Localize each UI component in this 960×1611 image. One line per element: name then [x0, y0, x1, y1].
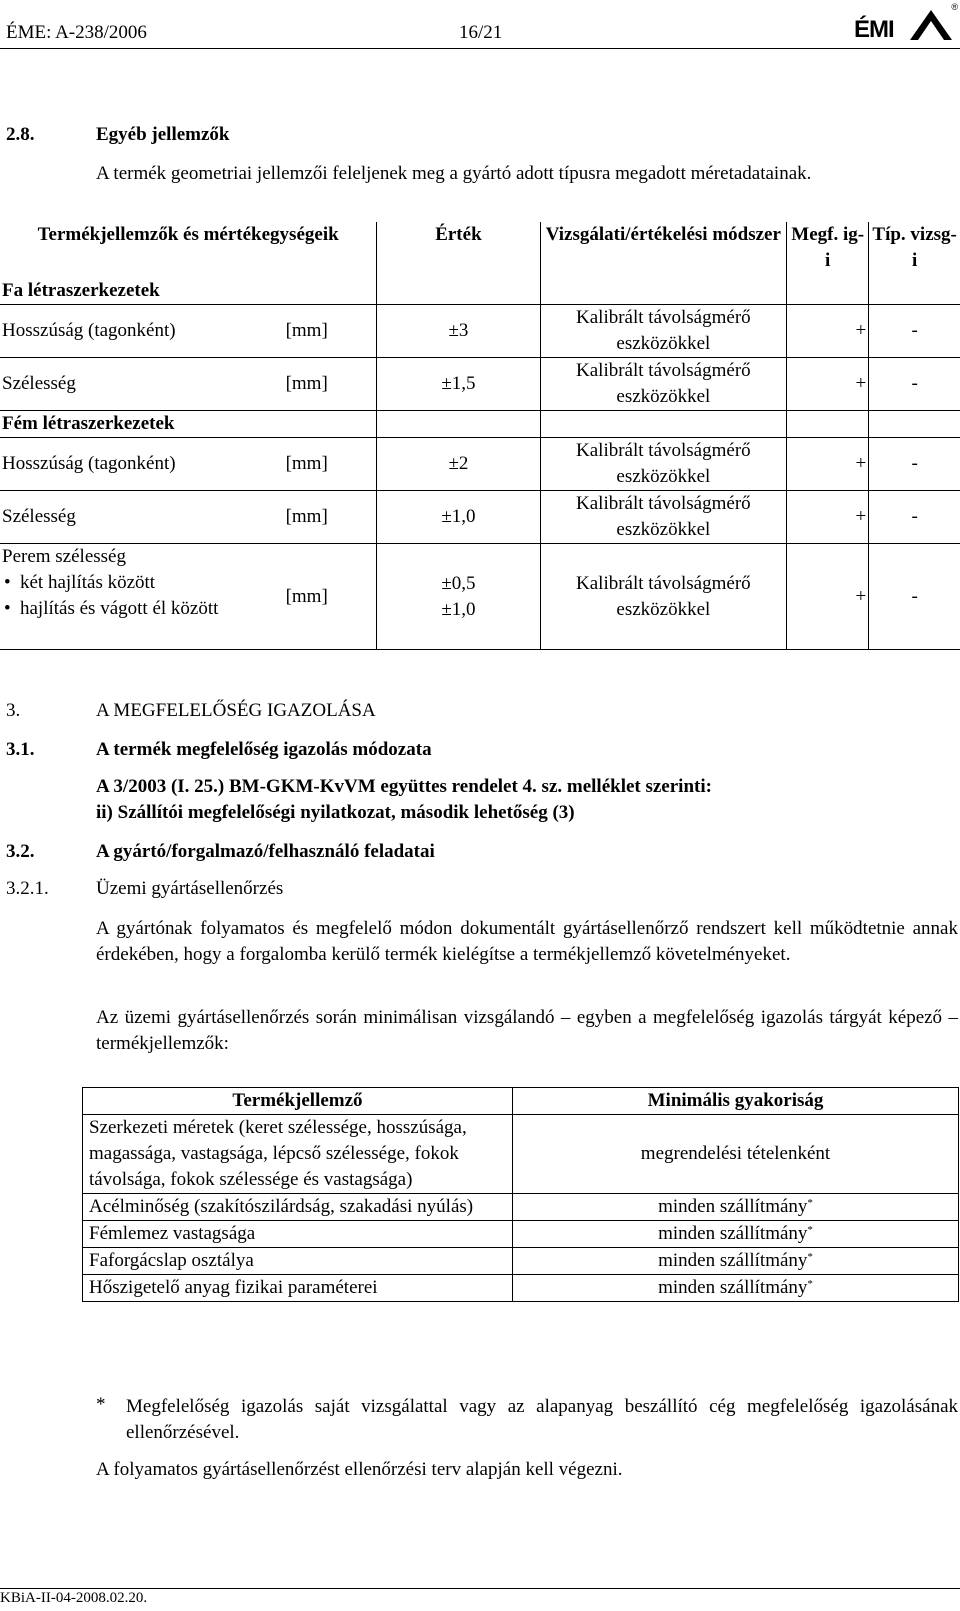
group-metal: Fém létraszerkezetek — [0, 411, 377, 438]
table-row: Acélminőség (szakítószilárdság, szakadási nyúlás) minden szállítmány* — [83, 1194, 959, 1221]
table-row: Faforgácslap osztálya minden szállítmány* — [83, 1248, 959, 1275]
section-title: A MEGFELELŐSÉG IGAZOLÁSA — [96, 700, 376, 721]
header-characteristic: Termékjellemző — [83, 1088, 513, 1115]
footer-divider — [0, 1588, 960, 1589]
perem-title: Perem szélesség — [2, 546, 126, 567]
regulation-line: A 3/2003 (I. 25.) BM-GKM-KvVM együttes rendelet 4. sz. melléklet szerinti: — [96, 776, 712, 797]
emi-logo — [854, 4, 958, 44]
section-number: 3.2.1. — [6, 878, 49, 899]
header-method: Vizsgálati/értékelési módszer — [540, 222, 787, 278]
header-divider — [0, 48, 960, 49]
header-megf: Megf. ig-i — [787, 222, 869, 278]
table-row: Szélesség [mm] ±1,0 Kalibrált távolságmérő eszközökkel + - — [0, 491, 960, 544]
section-title: Üzemi gyártásellenőrzés — [96, 878, 284, 899]
section-number: 2.8. — [6, 124, 35, 145]
section-title: A termék megfelelőség igazolás módozata — [96, 739, 432, 760]
paragraph: Az üzemi gyártásellenőrzés során minimálisan vizsgálandó – egyben a megfelelőség igazolás tárgyát képező – termékjellemzők: — [96, 1007, 958, 1054]
header-frequency: Minimális gyakoriság — [513, 1088, 959, 1115]
group-wood: Fa létraszerkezetek — [2, 280, 160, 301]
regulation-line: ii) Szállítói megfelelőségi nyilatkozat, második lehetőség (3) — [96, 802, 575, 823]
list-item: • két hajlítás között — [20, 570, 282, 596]
table-row: Szélesség [mm] ±1,5 Kalibrált távolságmérő eszközökkel + - — [0, 358, 960, 411]
section-title: A gyártó/forgalmazó/felhasználó feladatai — [96, 841, 435, 862]
footer-code: KBiA-II-04-2008.02.20. — [0, 1590, 148, 1606]
section-text: A termék geometriai jellemzői feleljenek meg a gyártó adott típusra megadott méretadatainak. — [96, 163, 812, 184]
paragraph: A gyártónak folyamatos és megfelelő módon dokumentált gyártásellenőrző rendszert kell működtetnie annak érdekében, hogy a forgalomba kerülő termék kielégítse a termékjellemző követelményeket. — [96, 918, 958, 965]
characteristics-table — [0, 222, 960, 650]
table-row: Hosszúság (tagonként) [mm] ±2 Kalibrált távolságmérő eszközökkel + - — [0, 438, 960, 491]
logo-roof-icon — [910, 6, 952, 42]
header-characteristics: Termékjellemzők és mértékegységeik — [37, 224, 339, 245]
section-number: 3. — [6, 700, 21, 721]
table-row: Fémlemez vastagsága minden szállítmány* — [83, 1221, 959, 1248]
footnote-text: Megfelelőség igazolás saját vizsgálattal vagy az alapanyag beszállító cég megfelelőség igazolásának ellenőrzésével. — [126, 1396, 958, 1443]
table-row: Hőszigetelő anyag fizikai paraméterei minden szállítmány* — [83, 1275, 959, 1302]
table-row: Perem szélesség • két hajlítás között • hajlítás és vágott él között [mm] ±0,5 ±1,0 Kalibrált távolságmérő eszközökkel + - — [0, 544, 960, 650]
registered-mark: ® — [951, 2, 958, 12]
header-value: Érték — [377, 222, 540, 278]
footnote-mark: * — [96, 1394, 106, 1415]
list-item: • hajlítás és vágott él között — [20, 596, 282, 622]
logo-text: ÉMI — [854, 16, 894, 43]
frequency-table — [82, 1087, 959, 1302]
section-number: 3.1. — [6, 739, 35, 760]
document-id: ÉME: A-238/2006 — [6, 22, 147, 43]
section-title: Egyéb jellemzők — [96, 124, 230, 145]
table-row: Hosszúság (tagonként) [mm] ±3 Kalibrált távolságmérő eszközökkel + - — [0, 305, 960, 358]
page-number: 16/21 — [459, 22, 503, 43]
section-number: 3.2. — [6, 841, 35, 862]
table-row: Szerkezeti méretek (keret szélessége, hosszúsága, magassága, vastagsága, lépcső szélessége, fokok távolsága, fokok szélessége és vastagsága) megrendelési tételenként — [83, 1115, 959, 1194]
closing-text: A folyamatos gyártásellenőrzést ellenőrzési terv alapján kell végezni. — [96, 1459, 623, 1480]
header-tip: Típ. vizsg-i — [869, 222, 960, 278]
